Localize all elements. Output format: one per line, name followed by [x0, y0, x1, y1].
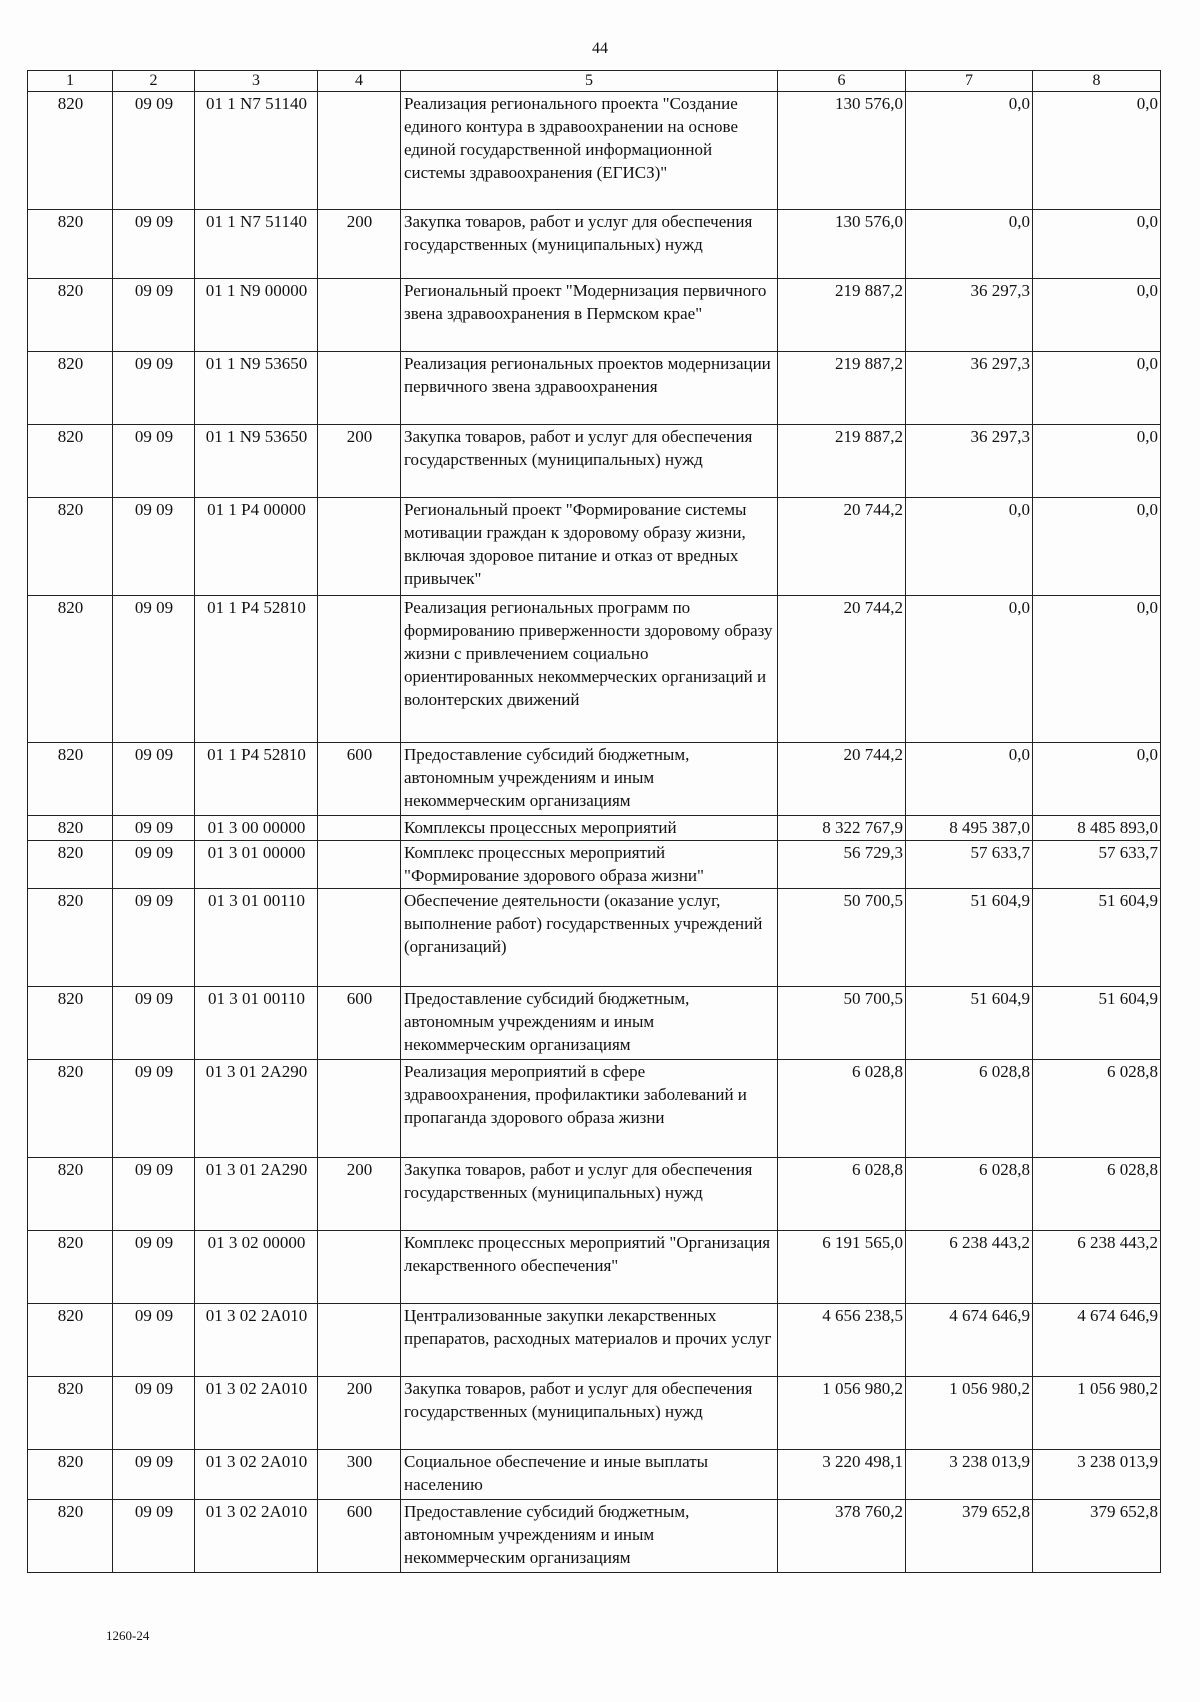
- cell-c1: 820: [28, 352, 113, 425]
- table-row: [28, 352, 1161, 425]
- table-row: [28, 425, 1161, 498]
- cell-c2: 09 09: [113, 425, 195, 498]
- cell-c1: 820: [28, 987, 113, 1060]
- cell-c8: 0,0: [1033, 210, 1161, 279]
- cell-c2: 09 09: [113, 210, 195, 279]
- cell-c8: 6 028,8: [1033, 1060, 1161, 1158]
- header-cell: 5: [401, 71, 778, 92]
- cell-c4: [318, 1060, 401, 1158]
- cell-c5: Предоставление субсидий бюджетным, автономным учреждениям и иным некоммерческим организациям: [401, 1500, 778, 1573]
- table-row: [28, 1231, 1161, 1304]
- cell-c4: 200: [318, 210, 401, 279]
- table-row: [28, 816, 1161, 841]
- cell-c2: 09 09: [113, 92, 195, 210]
- table-row: [28, 596, 1161, 743]
- header-cell: 7: [906, 71, 1033, 92]
- cell-c4: [318, 889, 401, 987]
- cell-c7: 36 297,3: [906, 352, 1033, 425]
- cell-c1: 820: [28, 743, 113, 816]
- cell-c2: 09 09: [113, 1060, 195, 1158]
- header-cell: 6: [778, 71, 906, 92]
- cell-c4: 300: [318, 1450, 401, 1500]
- cell-c2: 09 09: [113, 1450, 195, 1500]
- cell-c4: 200: [318, 1377, 401, 1450]
- cell-c1: 820: [28, 1060, 113, 1158]
- cell-c7: 51 604,9: [906, 889, 1033, 987]
- table-row: [28, 1060, 1161, 1158]
- table-row: [28, 889, 1161, 987]
- table-row: [28, 92, 1161, 210]
- cell-c1: 820: [28, 279, 113, 352]
- header-cell: 8: [1033, 71, 1161, 92]
- cell-c7: 36 297,3: [906, 279, 1033, 352]
- cell-c6: 219 887,2: [778, 279, 906, 352]
- cell-c8: 8 485 893,0: [1033, 816, 1161, 841]
- cell-c3: 01 1 N7 51140: [195, 92, 318, 210]
- cell-c4: 200: [318, 425, 401, 498]
- cell-c3: 01 1 N9 53650: [195, 425, 318, 498]
- cell-c5: Предоставление субсидий бюджетным, автономным учреждениям и иным некоммерческим организациям: [401, 743, 778, 816]
- cell-c1: 820: [28, 1377, 113, 1450]
- cell-c6: 130 576,0: [778, 92, 906, 210]
- cell-c6: 130 576,0: [778, 210, 906, 279]
- cell-c8: 379 652,8: [1033, 1500, 1161, 1573]
- cell-c2: 09 09: [113, 1377, 195, 1450]
- cell-c6: 219 887,2: [778, 425, 906, 498]
- cell-c8: 6 028,8: [1033, 1158, 1161, 1231]
- cell-c3: 01 3 01 00110: [195, 889, 318, 987]
- cell-c6: 56 729,3: [778, 841, 906, 889]
- cell-c1: 820: [28, 1304, 113, 1377]
- cell-c7: 3 238 013,9: [906, 1450, 1033, 1500]
- cell-c2: 09 09: [113, 1158, 195, 1231]
- cell-c5: Обеспечение деятельности (оказание услуг, выполнение работ) государственных учреждений (организаций): [401, 889, 778, 987]
- table-row: [28, 841, 1161, 889]
- cell-c6: 378 760,2: [778, 1500, 906, 1573]
- cell-c3: 01 3 01 2A290: [195, 1158, 318, 1231]
- cell-c8: 6 238 443,2: [1033, 1231, 1161, 1304]
- cell-c3: 01 3 02 2A010: [195, 1377, 318, 1450]
- cell-c3: 01 3 02 2A010: [195, 1500, 318, 1573]
- cell-c7: 6 028,8: [906, 1158, 1033, 1231]
- cell-c2: 09 09: [113, 987, 195, 1060]
- cell-c1: 820: [28, 92, 113, 210]
- cell-c7: 0,0: [906, 743, 1033, 816]
- cell-c4: [318, 841, 401, 889]
- cell-c5: Реализация мероприятий в сфере здравоохранения, профилактики заболеваний и пропаганда здорового образа жизни: [401, 1060, 778, 1158]
- cell-c2: 09 09: [113, 841, 195, 889]
- cell-c1: 820: [28, 889, 113, 987]
- budget-table: [27, 70, 1161, 1573]
- cell-c6: 50 700,5: [778, 987, 906, 1060]
- cell-c5: Реализация региональных проектов модернизации первичного звена здравоохранения: [401, 352, 778, 425]
- cell-c5: Региональный проект "Формирование системы мотивации граждан к здоровому образу жизни, включая здоровое питание и отказ от вредных привычек": [401, 498, 778, 596]
- cell-c7: 36 297,3: [906, 425, 1033, 498]
- cell-c7: 6 028,8: [906, 1060, 1033, 1158]
- cell-c2: 09 09: [113, 1304, 195, 1377]
- cell-c6: 4 656 238,5: [778, 1304, 906, 1377]
- table-row: [28, 987, 1161, 1060]
- cell-c7: 0,0: [906, 498, 1033, 596]
- cell-c4: [318, 92, 401, 210]
- cell-c5: Закупка товаров, работ и услуг для обеспечения государственных (муниципальных) нужд: [401, 210, 778, 279]
- cell-c2: 09 09: [113, 1231, 195, 1304]
- cell-c6: 8 322 767,9: [778, 816, 906, 841]
- table-row: [28, 210, 1161, 279]
- page-number: 44: [592, 40, 608, 57]
- cell-c5: Реализация регионального проекта "Создание единого контура в здравоохранении на основе единой государственной информационной системы здравоохранения (ЕГИСЗ)": [401, 92, 778, 210]
- cell-c4: [318, 279, 401, 352]
- cell-c1: 820: [28, 210, 113, 279]
- cell-c3: 01 1 N7 51140: [195, 210, 318, 279]
- cell-c8: 51 604,9: [1033, 889, 1161, 987]
- cell-c7: 379 652,8: [906, 1500, 1033, 1573]
- cell-c8: 51 604,9: [1033, 987, 1161, 1060]
- cell-c1: 820: [28, 1158, 113, 1231]
- cell-c7: 0,0: [906, 596, 1033, 743]
- cell-c4: 600: [318, 743, 401, 816]
- cell-c2: 09 09: [113, 498, 195, 596]
- table-body: [28, 71, 1161, 1573]
- cell-c1: 820: [28, 1450, 113, 1500]
- cell-c8: 3 238 013,9: [1033, 1450, 1161, 1500]
- table-row: [28, 1500, 1161, 1573]
- cell-c5: Закупка товаров, работ и услуг для обеспечения государственных (муниципальных) нужд: [401, 1158, 778, 1231]
- cell-c6: 6 191 565,0: [778, 1231, 906, 1304]
- cell-c2: 09 09: [113, 1500, 195, 1573]
- table-row: [28, 279, 1161, 352]
- cell-c2: 09 09: [113, 743, 195, 816]
- cell-c6: 20 744,2: [778, 498, 906, 596]
- cell-c1: 820: [28, 816, 113, 841]
- cell-c8: 0,0: [1033, 425, 1161, 498]
- header-cell: 2: [113, 71, 195, 92]
- cell-c5: Закупка товаров, работ и услуг для обеспечения государственных (муниципальных) нужд: [401, 1377, 778, 1450]
- cell-c8: 57 633,7: [1033, 841, 1161, 889]
- cell-c4: 600: [318, 987, 401, 1060]
- cell-c5: Предоставление субсидий бюджетным, автономным учреждениям и иным некоммерческим организациям: [401, 987, 778, 1060]
- cell-c4: [318, 1231, 401, 1304]
- cell-c8: 0,0: [1033, 92, 1161, 210]
- table-row: [28, 743, 1161, 816]
- cell-c3: 01 1 N9 53650: [195, 352, 318, 425]
- header-cell: 4: [318, 71, 401, 92]
- cell-c4: [318, 498, 401, 596]
- cell-c5: Региональный проект "Модернизация первичного звена здравоохранения в Пермском крае": [401, 279, 778, 352]
- header-cell: 3: [195, 71, 318, 92]
- cell-c6: 20 744,2: [778, 596, 906, 743]
- cell-c6: 219 887,2: [778, 352, 906, 425]
- cell-c4: 200: [318, 1158, 401, 1231]
- table-row: [28, 1377, 1161, 1450]
- cell-c6: 1 056 980,2: [778, 1377, 906, 1450]
- cell-c7: 6 238 443,2: [906, 1231, 1033, 1304]
- cell-c8: 1 056 980,2: [1033, 1377, 1161, 1450]
- table-row: [28, 498, 1161, 596]
- cell-c4: [318, 1304, 401, 1377]
- cell-c3: 01 1 P4 52810: [195, 743, 318, 816]
- cell-c3: 01 1 P4 00000: [195, 498, 318, 596]
- cell-c7: 57 633,7: [906, 841, 1033, 889]
- cell-c6: 6 028,8: [778, 1060, 906, 1158]
- cell-c1: 820: [28, 1231, 113, 1304]
- cell-c5: Комплекс процессных мероприятий "Формирование здорового образа жизни": [401, 841, 778, 889]
- cell-c2: 09 09: [113, 279, 195, 352]
- cell-c4: 600: [318, 1500, 401, 1573]
- table-row: [28, 1158, 1161, 1231]
- cell-c1: 820: [28, 841, 113, 889]
- cell-c3: 01 3 01 2A290: [195, 1060, 318, 1158]
- cell-c2: 09 09: [113, 352, 195, 425]
- cell-c1: 820: [28, 498, 113, 596]
- cell-c5: Комплексы процессных мероприятий: [401, 816, 778, 841]
- cell-c5: Централизованные закупки лекарственных препаратов, расходных материалов и прочих услуг: [401, 1304, 778, 1377]
- cell-c6: 6 028,8: [778, 1158, 906, 1231]
- cell-c7: 0,0: [906, 92, 1033, 210]
- cell-c5: Закупка товаров, работ и услуг для обеспечения государственных (муниципальных) нужд: [401, 425, 778, 498]
- cell-c4: [318, 596, 401, 743]
- cell-c8: 0,0: [1033, 279, 1161, 352]
- cell-c8: 4 674 646,9: [1033, 1304, 1161, 1377]
- table-row: [28, 1304, 1161, 1377]
- cell-c3: 01 1 P4 52810: [195, 596, 318, 743]
- cell-c3: 01 3 00 00000: [195, 816, 318, 841]
- cell-c6: 20 744,2: [778, 743, 906, 816]
- cell-c7: 1 056 980,2: [906, 1377, 1033, 1450]
- cell-c5: Социальное обеспечение и иные выплаты населению: [401, 1450, 778, 1500]
- cell-c2: 09 09: [113, 816, 195, 841]
- cell-c3: 01 3 02 00000: [195, 1231, 318, 1304]
- cell-c1: 820: [28, 425, 113, 498]
- cell-c3: 01 3 02 2A010: [195, 1450, 318, 1500]
- table-row: [28, 1450, 1161, 1500]
- cell-c5: Комплекс процессных мероприятий "Организация лекарственного обеспечения": [401, 1231, 778, 1304]
- cell-c8: 0,0: [1033, 743, 1161, 816]
- cell-c3: 01 3 02 2A010: [195, 1304, 318, 1377]
- cell-c8: 0,0: [1033, 352, 1161, 425]
- cell-c7: 0,0: [906, 210, 1033, 279]
- cell-c2: 09 09: [113, 889, 195, 987]
- cell-c5: Реализация региональных программ по формированию приверженности здоровому образу жизни с привлечением социально ориентированных некоммерческих организаций и волонтерских движений: [401, 596, 778, 743]
- cell-c7: 4 674 646,9: [906, 1304, 1033, 1377]
- cell-c7: 51 604,9: [906, 987, 1033, 1060]
- cell-c8: 0,0: [1033, 498, 1161, 596]
- cell-c8: 0,0: [1033, 596, 1161, 743]
- cell-c6: 3 220 498,1: [778, 1450, 906, 1500]
- cell-c3: 01 3 01 00000: [195, 841, 318, 889]
- cell-c3: 01 3 01 00110: [195, 987, 318, 1060]
- cell-c1: 820: [28, 596, 113, 743]
- cell-c3: 01 1 N9 00000: [195, 279, 318, 352]
- cell-c6: 50 700,5: [778, 889, 906, 987]
- cell-c2: 09 09: [113, 596, 195, 743]
- cell-c4: [318, 816, 401, 841]
- cell-c1: 820: [28, 1500, 113, 1573]
- header-cell: 1: [28, 71, 113, 92]
- cell-c7: 8 495 387,0: [906, 816, 1033, 841]
- document-code: 1260-24: [106, 1628, 150, 1643]
- cell-c4: [318, 352, 401, 425]
- header-row: [28, 71, 1161, 92]
